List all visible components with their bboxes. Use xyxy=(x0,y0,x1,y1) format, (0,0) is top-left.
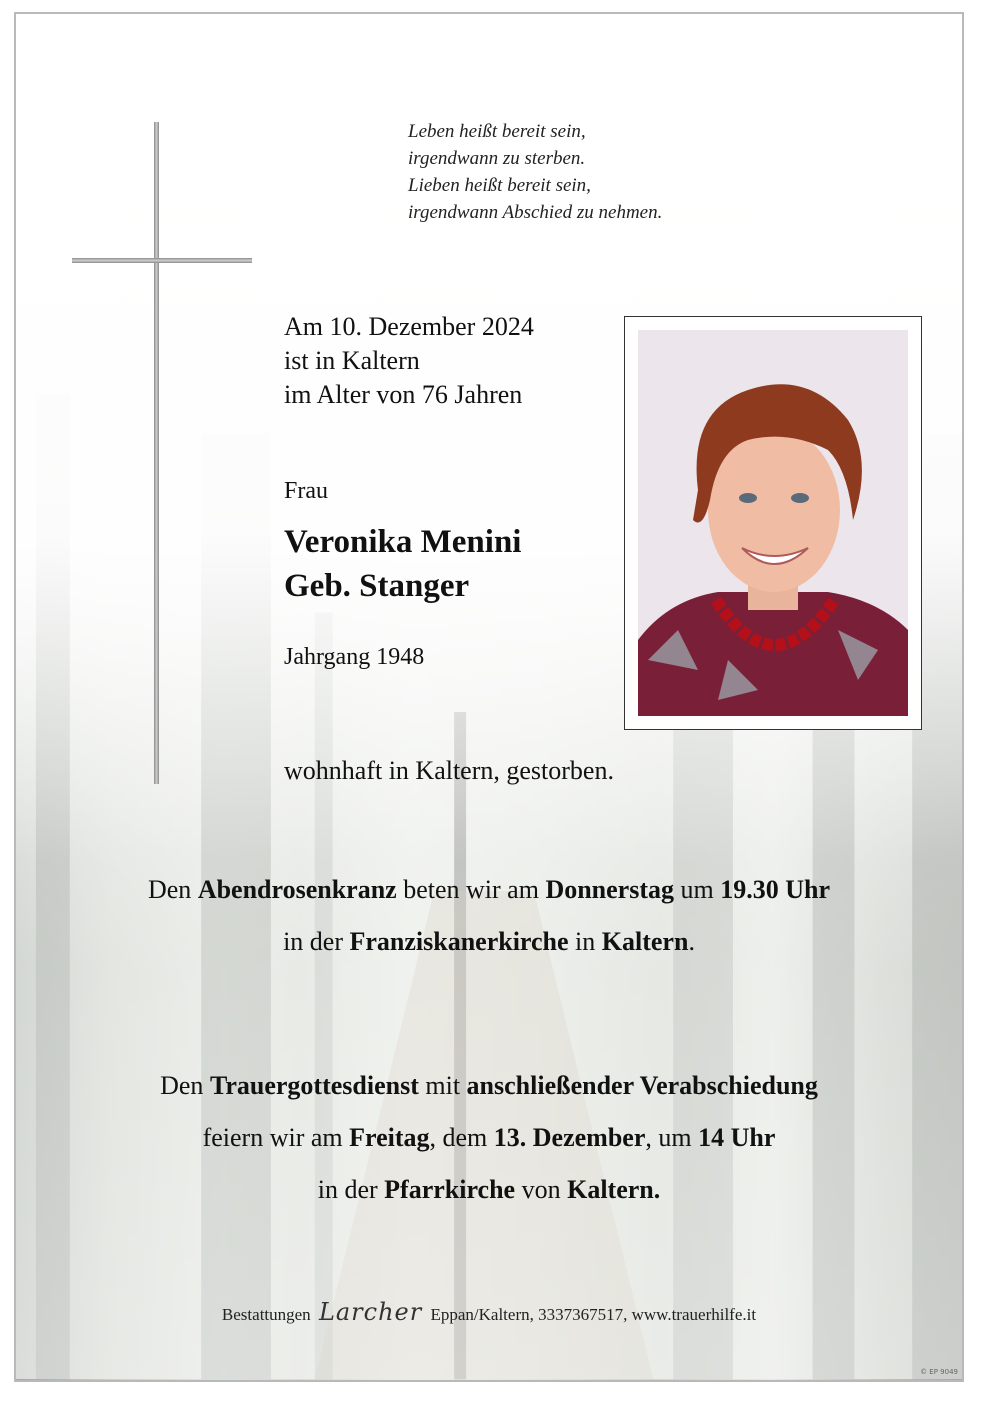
salutation: Frau xyxy=(284,478,328,504)
poem-line: irgendwann Abschied zu nehmen. xyxy=(408,202,663,223)
rosary-time: 19.30 Uhr xyxy=(720,875,831,904)
death-date: Am 10. Dezember 2024 xyxy=(284,312,534,341)
portrait-illustration xyxy=(638,330,908,716)
funeral-time: 14 Uhr xyxy=(698,1123,776,1152)
birth-name: Geb. Stanger xyxy=(284,568,470,604)
deceased-name xyxy=(284,520,521,608)
funeral-label: Trauergottesdienst xyxy=(209,1071,419,1100)
rosary-label: Abendrosenkranz xyxy=(197,875,397,904)
undertaker-footer xyxy=(16,1298,962,1326)
rosary-announcement: Den Abendrosenkranz beten wir am Donnerstag um 19.30 Uhr in der Franziskanerkirche in Kaltern. xyxy=(147,875,831,956)
footer-contact: Eppan/Kaltern, 3337367517, www.trauerhilfe.it xyxy=(430,1305,757,1324)
poem-line: irgendwann zu sterben. xyxy=(408,148,586,169)
rosary-town: Kaltern xyxy=(601,927,689,956)
cross-vertical-beam xyxy=(154,122,159,784)
death-info xyxy=(284,310,534,412)
portrait-photo-frame xyxy=(624,316,922,730)
funeral-date: 13. Dezember xyxy=(493,1123,646,1152)
obituary-card xyxy=(14,12,964,1382)
poem-line: Leben heißt bereit sein, xyxy=(408,121,586,142)
funeral-town: Kaltern. xyxy=(567,1175,661,1204)
farewell-label: anschließender Verabschiedung xyxy=(466,1071,818,1100)
footer-prefix: Bestattungen xyxy=(221,1305,311,1324)
poem xyxy=(408,118,662,226)
poem-line: Lieben heißt bereit sein, xyxy=(408,175,591,196)
death-place: ist in Kaltern xyxy=(284,346,420,375)
birth-year: Jahrgang 1948 xyxy=(284,644,425,670)
funeral-church: Pfarrkirche xyxy=(384,1175,516,1204)
undertaker-logo: Larcher xyxy=(318,1298,423,1326)
rosary-day: Donnerstag xyxy=(545,875,674,904)
portrait-photo xyxy=(638,330,908,716)
funeral-announcement: Den Trauergottesdienst mit anschließender Verabschiedung feiern wir am Freitag, dem 13. Dezember, um 14 Uhr in der Pfarrkirche von Kaltern. xyxy=(160,1071,818,1204)
funeral-day: Freitag xyxy=(349,1123,430,1152)
print-code: © EP 9049 xyxy=(920,1368,958,1376)
death-age: im Alter von 76 Jahren xyxy=(284,380,523,409)
full-name: Veronika Menini xyxy=(284,524,522,560)
rosary-church: Franziskanerkirche xyxy=(349,927,569,956)
residence-text: wohnhaft in Kaltern, gestorben. xyxy=(284,756,614,785)
cross-horizontal-beam xyxy=(72,258,252,263)
